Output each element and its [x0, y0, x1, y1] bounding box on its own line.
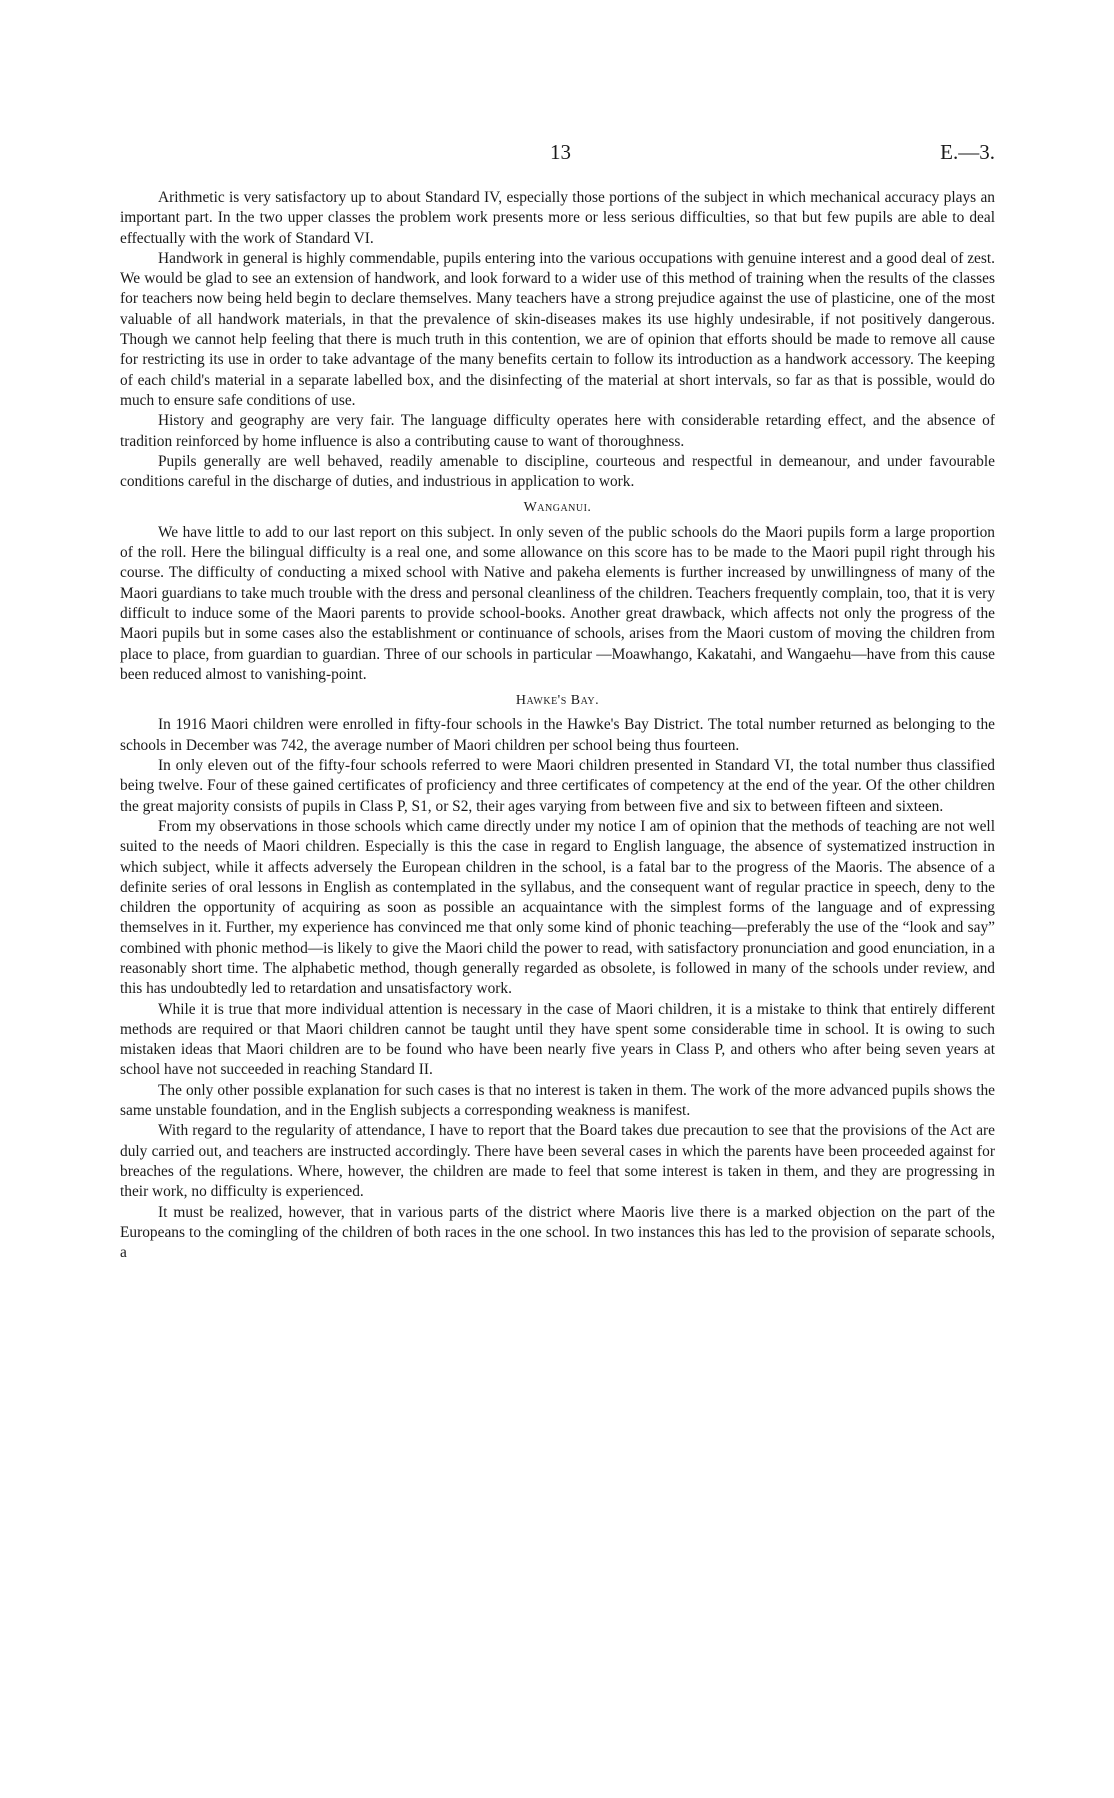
- paragraph-arithmetic: Arithmetic is very satisfactory up to about Standard IV, especially those portions of the subject in which mechanical accuracy plays an important part. In the two upper classes the problem work presents more or less serious difficulties, so that but few pupils are able to deal effectually with the work of Standard VI.: [120, 189, 995, 247]
- paragraph-standard-vi: In only eleven out of the fifty-four schools referred to were Maori children presented in Standard VI, the total number thus classified being twelve. Four of these gained certificates of proficiency and three certificates of competency at the end of the year. Of the other children the great majority consists of pupils in Class P, S1, or S2, their ages varying from between five and six to between fifteen and sixteen.: [120, 757, 995, 815]
- paragraph-wanganui: We have little to add to our last report on this subject. In only seven of the public schools do the Maori pupils form a large proportion of the roll. Here the bilingual difficulty is a real one, and some allowance on this score has to be made to the Maori pupil right through his course. The difficulty of conducting a mixed school with Native and pakeha elements is further increased by unwillingness of many of the Maori guardians to take much trouble with the dress and personal cleanliness of the children. Teachers frequently complain, too, that it is very difficult to induce some of the Maori parents to provide school-books. Another great drawback, which affects not only the progress of the Maori pupils but in some cases also the establishment or continuance of schools, arises from the Maori custom of moving the children from place to place, from guardian to guardian. Three of our schools in particular —Moawhango, Kakatahi, and Wangaehu—have from this cause been reduced almost to vanishing-point.: [120, 523, 995, 683]
- paragraph-history-geography: History and geography are very fair. The language difficulty operates here with considerable retarding effect, and the absence of tradition reinforced by home influence is also a contributing cause to want of thoroughness.: [120, 412, 995, 450]
- report-body: [120, 188, 995, 1263]
- paragraph-handwork: Handwork in general is highly commendable, pupils entering into the various occupations with genuine interest and a good deal of zest. We would be glad to see an extension of handwork, and look forward to a wider use of this method of training when the results of the classes for teachers now being held begin to declare themselves. Many teachers have a strong prejudice against the use of plasticine, one of the most valuable of all handwork materials, in that the prevalence of skin-diseases makes its use highly undesirable, if not positively dangerous. Though we cannot help feeling that there is much truth in this contention, we are of opinion that efforts should be made to remove all cause for restricting its use in order to take advantage of the many benefits certain to follow its introduction as a handwork accessory. The keeping of each child's material in a separate labelled box, and the disinfecting of the material at short intervals, so far as that is possible, would do much to ensure safe conditions of use.: [120, 249, 995, 409]
- page-header: [120, 140, 995, 170]
- paragraph-separate-schools: It must be realized, however, that in various parts of the district where Maoris live there is a marked objection on the part of the Europeans to the comingling of the children of both races in the one school. In two instances this has led to the provision of separate schools, a: [120, 1203, 995, 1262]
- paragraph-teaching-methods: From my observations in those schools which came directly under my notice I am of opinion that the methods of teaching are not well suited to the needs of Maori children. Especially is this the case in regard to English language, the absence of systematized instruction in which subject, while it affects adversely the European children in the school, is a fatal bar to the progress of the Maoris. The absence of a definite series of oral lessons in English as contemplated in the syllabus, and the consequent want of regular practice in speech, deny to the children the opportunity of acquiring as soon as possible an acquaintance with the simplest forms of the language and of expressing themselves in it. Further, my experience has convinced me that only some kind of phonic teaching—preferably the use of the “look and say” combined with phonic method—is likely to give the Maori child the power to read, with satisfactory pronunciation and good enunciation, in a reasonably short time. The alphabetic method, though generally regarded as obsolete, is followed in many of the schools under review, and this has undoubtedly led to retardation and unsatisfactory work.: [120, 817, 995, 998]
- section-heading-hawkes-bay: Hawke's Bay.: [515, 693, 600, 709]
- paragraph-pupils-behaviour: Pupils generally are well behaved, readily amenable to discipline, courteous and respectful in demeanour, and under favourable conditions careful in the discharge of duties, and industrious in application to work.: [120, 452, 995, 491]
- paragraph-enrolment: In 1916 Maori children were enrolled in fifty-four schools in the Hawke's Bay District. The total number returned as belonging to the schools in December was 742, the average number of Maori children per school being thus fourteen.: [120, 716, 995, 754]
- paragraph-attendance: With regard to the regularity of attendance, I have to report that the Board takes due precaution to see that the provisions of the Act are duly carried out, and teachers are instructed accordingly. There have been several cases in which the parents have been proceeded against for breaches of the regulations. Where, however, the children are made to feel that some interest is taken in them, and they are progressing in their work, no difficulty is experienced.: [120, 1122, 995, 1201]
- section-heading-wanganui: Wanganui.: [523, 500, 592, 516]
- paragraph-individual-attention: While it is true that more individual attention is necessary in the case of Maori children, it is a mistake to think that entirely different methods are required or that Maori children cannot be taught until they have spent some considerable time in school. It is owing to such mistaken ideas that Maori children are to be found who have been nearly five years in Class P, and others who after being seven years at school have not succeeded in reaching Standard II.: [120, 1000, 995, 1079]
- document-reference: E.—3.: [940, 140, 995, 164]
- page-number: 13: [550, 140, 571, 164]
- paragraph-other-explanation: The only other possible explanation for such cases is that no interest is taken in them. The work of the more advanced pupils shows the same unstable foundation, and in the English subjects a corresponding weakness is manifest.: [120, 1081, 995, 1120]
